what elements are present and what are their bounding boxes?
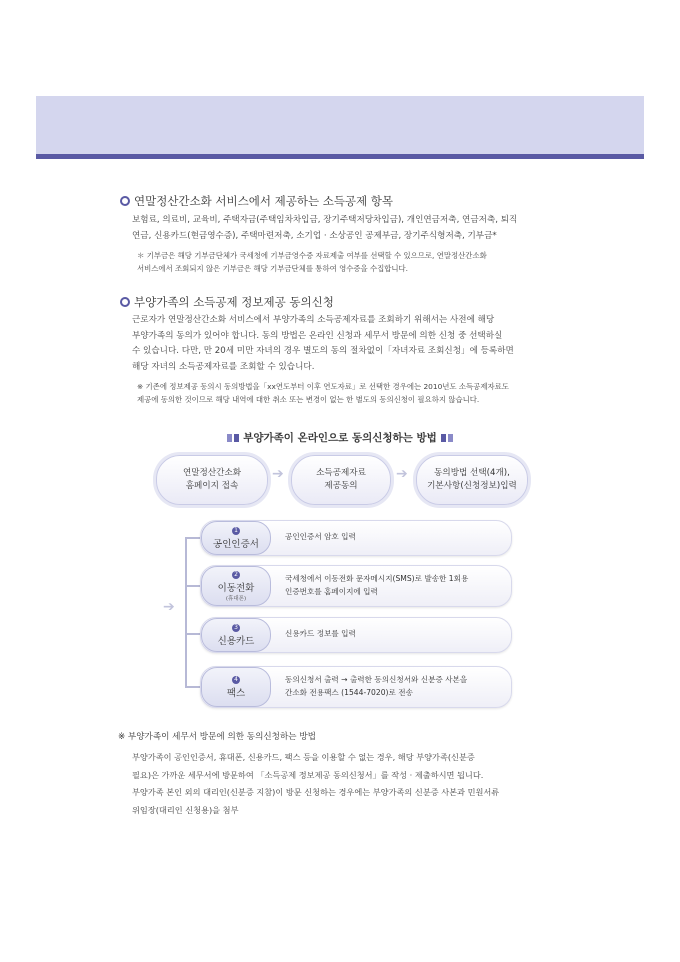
method-label: 이동전화 bbox=[217, 582, 255, 594]
tree-connector bbox=[185, 537, 201, 539]
section-1-note: ＊ 기부금은 해당 기부금단체가 국세청에 기부금영수증 자료제출 여부를 선택할 수 있으므로, 연말정산간소화 서비스에서 조회되지 않은 기부금은 해당 기부금단체를 통하여 영수증을 수집합니다. bbox=[137, 251, 487, 273]
header-banner bbox=[36, 96, 644, 154]
step-method-select: 동의방법 선택(4개), 기본사항(신청정보)입력 bbox=[416, 455, 528, 505]
tree-connector bbox=[185, 585, 201, 587]
method-pill bbox=[201, 667, 271, 707]
diagram-title: 부양가족이 온라인으로 동의신청하는 방법 bbox=[0, 430, 680, 445]
square-decoration-icon bbox=[227, 434, 232, 442]
number-badge: 2 bbox=[232, 571, 240, 579]
method-sublabel: (휴대폰) bbox=[225, 595, 247, 602]
arrow-right-icon: ➔ bbox=[163, 599, 175, 615]
step-homepage: 연말정산간소화 홈페이지 접속 bbox=[156, 455, 268, 505]
method-desc: 동의신청서 출력 → 출력한 동의신청서와 신분증 사본을 간소화 전용팩스 (1544-7020)로 전송 bbox=[285, 675, 468, 697]
square-decoration-icon bbox=[448, 434, 453, 442]
circle-bullet-icon bbox=[120, 196, 130, 206]
method-fax bbox=[200, 666, 512, 708]
tree-connector bbox=[185, 686, 201, 688]
section-2-note: ※ 기존에 정보제공 동의시 동의방법을「xx연도부터 이후 연도자료」로 선택한 경우에는 2010년도 소득공제자료도 제공에 동의한 것이므로 해당 내역에 대한 취소 또는 변경이 없는 한 별도의 동의신청이 필요하지 않습니다. bbox=[137, 382, 509, 404]
visit-method-title: ※ 부양가족이 세무서 방문에 의한 동의신청하는 방법 bbox=[118, 732, 316, 742]
method-label: 팩스 bbox=[226, 687, 246, 699]
tree-connector bbox=[185, 633, 201, 635]
step-consent: 소득공제자료 제공동의 bbox=[291, 455, 391, 505]
section-1-body: 보험료, 의료비, 교육비, 주택자금(주택임차차입금, 장기주택저당차입금), 개인연금저축, 연금저축, 퇴직 연금, 신용카드(현금영수증), 주택마련저축, 소기업 · 소상공인 공제부금, 장기주식형저축, 기부금* bbox=[132, 215, 518, 241]
method-certificate bbox=[200, 520, 512, 556]
number-badge: 4 bbox=[232, 676, 240, 684]
method-label: 공인인증서 bbox=[213, 538, 259, 550]
method-pill bbox=[201, 566, 271, 606]
section-1-title: 연말정산간소화 서비스에서 제공하는 소득공제 항목 bbox=[120, 193, 393, 209]
method-mobile bbox=[200, 565, 512, 607]
arrow-right-icon: ➔ bbox=[396, 466, 408, 482]
method-pill bbox=[201, 618, 271, 652]
visit-method-body: 부양가족이 공인인증서, 휴대폰, 신용카드, 팩스 등을 이용할 수 없는 경우, 해당 부양가족(신분증 필요)은 가까운 세무서에 방문하여 「소득공제 정보제공 동의신청서」를 작성 · 제출하시면 됩니다. 부양가족 본인 외의 대리인(신분증 지참)이 방문 신청하는 경우에는 부양가족의 신분증 사본과 민원서류 위임장(대리인 신청용)을 첨부 bbox=[132, 752, 500, 815]
number-badge: 3 bbox=[232, 624, 240, 632]
method-credit-card bbox=[200, 617, 512, 653]
method-desc: 공인인증서 암호 입력 bbox=[285, 532, 356, 541]
method-desc: 국세청에서 이동전화 문자메시지(SMS)로 발송한 1회용 인증번호를 홈페이지에 입력 bbox=[285, 574, 469, 596]
tree-connector bbox=[185, 537, 187, 688]
square-decoration-icon bbox=[234, 434, 239, 442]
circle-bullet-icon bbox=[120, 297, 130, 307]
method-desc: 신용카드 정보를 입력 bbox=[285, 629, 356, 638]
header-divider bbox=[36, 154, 644, 159]
arrow-right-icon: ➔ bbox=[272, 466, 284, 482]
square-decoration-icon bbox=[441, 434, 446, 442]
section-2-body: 근로자가 연말정산간소화 서비스에서 부양가족의 소득공제자료를 조회하기 위해서는 사전에 해당 부양가족의 동의가 있어야 합니다. 동의 방법은 온라인 신청과 세무서 방문에 의한 신청 중 선택하실 수 있습니다. 다만, 만 20세 미만 자녀의 경우 별도의 동의 절차없이「자녀자료 조회신청」에 등록하면 해당 자녀의 소득공제자료를 조회할 수 있습니다. bbox=[132, 315, 514, 372]
method-pill bbox=[201, 521, 271, 555]
number-badge: 1 bbox=[232, 527, 240, 535]
method-label: 신용카드 bbox=[217, 635, 255, 647]
section-2-title: 부양가족의 소득공제 정보제공 동의신청 bbox=[120, 294, 334, 310]
